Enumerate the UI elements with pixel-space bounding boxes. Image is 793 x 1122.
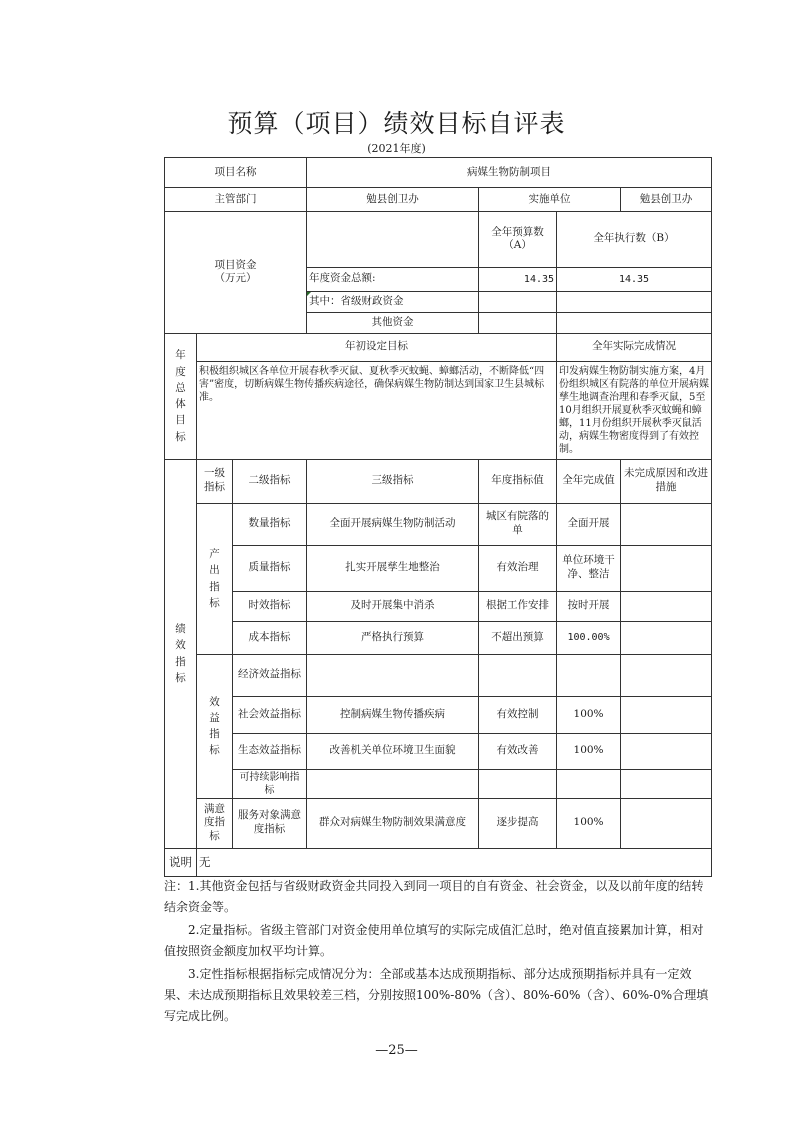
provincial-budget-cell xyxy=(479,291,557,312)
table-row xyxy=(165,769,712,798)
target-cell: 有效治理 xyxy=(479,545,557,591)
reason-cell xyxy=(621,621,712,654)
initial-goal-header: 年初设定目标 xyxy=(197,333,557,361)
reason-cell xyxy=(621,503,712,545)
dept-value: 勉县创卫办 xyxy=(307,188,479,212)
page-number: —25— xyxy=(375,1043,418,1058)
table-row xyxy=(165,798,712,848)
dept-label: 主管部门 xyxy=(165,188,307,212)
l2-cell: 可持续影响指标 xyxy=(233,769,307,798)
col-budget-header: 全年预算数（A） xyxy=(479,212,557,268)
footnote-1: 注：1.其他资金包括与省级财政资金共同投入到同一项目的自有资金、社会资金，以及以前年度的结转结余资金等。 xyxy=(164,879,704,914)
total-budget-value: 14.35 xyxy=(479,267,557,291)
table-row xyxy=(165,654,712,696)
target-cell: 有效控制 xyxy=(479,696,557,733)
actual-cell: 100% xyxy=(557,733,621,769)
benefit-indicator-label: 效益指标 xyxy=(197,654,233,798)
funds-label-line1: 项目资金 xyxy=(214,258,257,271)
provincial-exec-cell xyxy=(557,291,712,312)
reason-cell xyxy=(621,798,712,848)
other-exec-cell xyxy=(557,312,712,333)
footnote-2: 2.定量指标。省级主管部门对资金使用单位填写的实际完成值汇总时，绝对值直接累加计算，相对值按照资金额度加权平均计算。 xyxy=(164,923,704,958)
actual-goal-header: 全年实际完成情况 xyxy=(557,333,712,361)
actual-cell: 100% xyxy=(557,696,621,733)
provincial-funds-label: 其中：省级财政资金 xyxy=(307,291,479,312)
funds-label xyxy=(165,212,307,334)
footnote-3: 3.定性指标根据指标完成情况分为：全部或基本达成预期指标、部分达成预期指标并具有一定效果、未达成预期指标且效果较差三档，分别按照100%-80%（含）、80%-60%（含）、60%-0%合理填写完成比例。 xyxy=(164,967,709,1023)
table-row xyxy=(165,621,712,654)
target-cell: 根据工作安排 xyxy=(479,591,557,621)
l2-cell: 质量指标 xyxy=(233,545,307,591)
l3-cell: 改善机关单位环境卫生面貌 xyxy=(307,733,479,769)
actual-cell xyxy=(557,654,621,696)
other-funds-label: 其他资金 xyxy=(307,312,479,333)
l2-cell: 服务对象满意度指标 xyxy=(233,798,307,848)
reason-cell xyxy=(621,654,712,696)
target-cell xyxy=(479,769,557,798)
table-row xyxy=(165,696,712,733)
table-row xyxy=(165,545,712,591)
reason-cell xyxy=(621,545,712,591)
impl-unit-value: 勉县创卫办 xyxy=(621,188,712,212)
satisfaction-indicator-label: 满意度指标 xyxy=(197,798,233,848)
project-name-value: 病媒生物防制项目 xyxy=(307,158,712,188)
l3-cell xyxy=(307,769,479,798)
project-name-label: 项目名称 xyxy=(165,158,307,188)
l3-cell xyxy=(307,654,479,696)
annual-goal-label: 年度总体目标 xyxy=(165,333,197,459)
l3-cell: 及时开展集中消杀 xyxy=(307,591,479,621)
actual-cell xyxy=(557,769,621,798)
footnotes xyxy=(164,876,712,1029)
l3-cell: 群众对病媒生物防制效果满意度 xyxy=(307,798,479,848)
performance-indicator-label: 绩效指标 xyxy=(165,459,197,848)
col-exec-header: 全年执行数（B） xyxy=(557,212,712,268)
target-cell: 城区有院落的单 xyxy=(479,503,557,545)
table-row xyxy=(165,503,712,545)
target-cell: 有效改善 xyxy=(479,733,557,769)
initial-goal-text: 积极组织城区各单位开展春秋季灭鼠、夏秋季灭蚊蝇、蟑螂活动，不断降低“四害”密度，切断病媒生物传播疾病途径，确保病媒生物防制达到国家卫生县城标准。 xyxy=(197,361,557,459)
actual-cell: 100% xyxy=(557,798,621,848)
actual-cell: 按时开展 xyxy=(557,591,621,621)
l2-cell: 成本指标 xyxy=(233,621,307,654)
page-title: 预算（项目）绩效目标自评表 xyxy=(227,109,566,138)
target-cell: 逐步提高 xyxy=(479,798,557,848)
report-year: (2021年度) xyxy=(367,142,426,155)
reason-cell xyxy=(621,769,712,798)
reason-header: 未完成原因和改进措施 xyxy=(621,459,712,503)
table-row xyxy=(165,733,712,769)
l1-header: 一级指标 xyxy=(197,459,233,503)
l3-cell: 控制病媒生物传播疾病 xyxy=(307,696,479,733)
actual-cell: 单位环境干净、整洁 xyxy=(557,545,621,591)
l3-cell: 全面开展病媒生物防制活动 xyxy=(307,503,479,545)
l2-header: 二级指标 xyxy=(233,459,307,503)
output-indicator-label: 产出指标 xyxy=(197,503,233,654)
l3-header: 三级指标 xyxy=(307,459,479,503)
l2-cell: 数量指标 xyxy=(233,503,307,545)
funds-label-line2: （万元） xyxy=(214,272,257,285)
l2-cell: 时效指标 xyxy=(233,591,307,621)
impl-unit-label: 实施单位 xyxy=(479,188,621,212)
reason-cell xyxy=(621,696,712,733)
actual-header: 全年完成值 xyxy=(557,459,621,503)
remark-value: 无 xyxy=(197,848,712,876)
actual-cell: 100.00% xyxy=(557,621,621,654)
reason-cell xyxy=(621,733,712,769)
self-evaluation-table xyxy=(164,157,712,877)
remark-label: 说明 xyxy=(165,848,197,876)
actual-cell: 全面开展 xyxy=(557,503,621,545)
total-funds-label: 年度资金总额: xyxy=(307,267,479,291)
target-cell xyxy=(479,654,557,696)
l2-cell: 社会效益指标 xyxy=(233,696,307,733)
table-row xyxy=(165,591,712,621)
target-cell: 不超出预算 xyxy=(479,621,557,654)
funds-blank-header xyxy=(307,212,479,268)
l3-cell: 扎实开展孳生地整治 xyxy=(307,545,479,591)
target-header: 年度指标值 xyxy=(479,459,557,503)
l3-cell: 严格执行预算 xyxy=(307,621,479,654)
total-exec-value: 14.35 xyxy=(557,267,712,291)
l2-cell: 生态效益指标 xyxy=(233,733,307,769)
reason-cell xyxy=(621,591,712,621)
l2-cell: 经济效益指标 xyxy=(233,654,307,696)
actual-goal-text: 印发病媒生物防制实施方案，4月份组织城区有院落的单位开展病媒孳生地调查治理和春季灭鼠，5至10月组织开展夏秋季灭蚊蝇和蟑螂，11月份组织开展秋季灭鼠活动，病媒生物密度得到了有效控制。 xyxy=(557,361,712,459)
other-budget-cell xyxy=(479,312,557,333)
